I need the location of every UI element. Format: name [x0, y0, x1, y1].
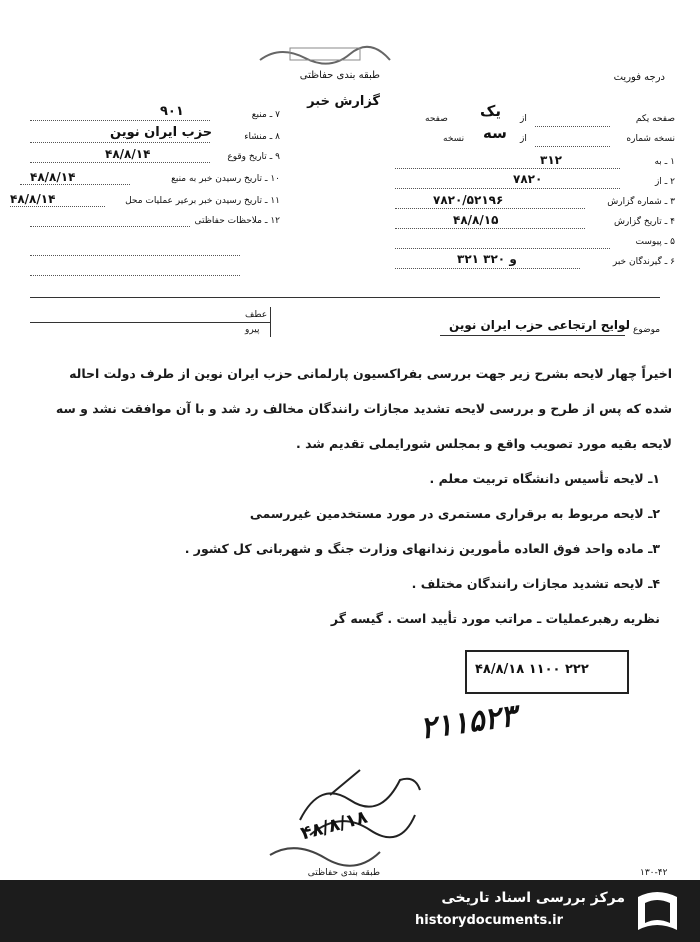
field-value: ۷۸۲۰/۵۲۱۹۶ — [433, 193, 504, 207]
body-line: ۳ـ ماده واحد فوق العاده مأمورین زندانهای وزارت جنگ و شهربانی کل کشور . — [184, 541, 660, 556]
subject-ref-top: عطف — [245, 310, 268, 320]
divider — [30, 297, 660, 298]
body-line: ۱ـ لایحه تأسیس دانشگاه تربیت معلم . — [429, 471, 660, 486]
field-row — [0, 170, 280, 186]
body-line: ۴ـ لایحه تشدید مجازات رانندگان مختلف . — [411, 576, 660, 591]
field-row — [395, 102, 685, 128]
field-label: ۸ ـ منشاء — [244, 132, 280, 142]
field-row — [395, 234, 685, 250]
field-value: ۹۰۱ — [160, 104, 184, 119]
field-from-value: سه — [483, 124, 507, 142]
field-row — [395, 254, 685, 270]
field-label: ۵ ـ پیوست — [635, 237, 675, 247]
field-value: ۴۸/۸/۱۴ — [30, 170, 76, 184]
field-label: ۱۲ ـ ملاحظات حفاظتی — [194, 216, 280, 226]
field-label: ۷ ـ منبع — [251, 110, 280, 120]
field-from-label: از — [520, 134, 527, 144]
field-row — [395, 214, 685, 230]
field-value: ۳۲۱ و ۳۲۰ — [457, 252, 517, 266]
field-label: ۲ ـ از — [654, 177, 675, 187]
bottom-stamp-scribble — [265, 840, 385, 870]
subject-ref-bottom: پیرو — [245, 325, 260, 335]
priority-label: درجه فوریت — [613, 72, 665, 83]
subject-label: موضوع — [633, 325, 661, 335]
archive-logo-icon — [630, 885, 685, 937]
watermark-site: historydocuments.ir — [415, 913, 564, 928]
subject-value: لوایح ارتجاعی حزب ایران نوین — [449, 318, 630, 332]
classification-label: طبقه بندی حفاظتی — [299, 70, 380, 81]
page-title: گزارش خبر — [307, 94, 380, 109]
field-label: ۱ ـ به — [654, 157, 675, 167]
field-value: ۷۸۲۰ — [513, 172, 543, 186]
handwritten-number: ۲۱۱۵۲۳ — [418, 698, 519, 747]
field-row — [30, 125, 280, 144]
field-row — [395, 194, 685, 210]
field-from-label: از — [520, 114, 527, 124]
field-row — [30, 148, 280, 164]
field-value: حزب ایران نوین — [110, 125, 213, 140]
subject-row — [0, 305, 700, 340]
receipt-stamp — [465, 650, 629, 694]
field-label: ۹ ـ تاریخ وقوع — [227, 152, 280, 162]
body-line: ۲ـ لایحه مربوط به برقراری مستمری در مورد مستخدمین غیررسمی — [249, 506, 660, 521]
watermark-org: مرکز بررسی اسناد تاریخی — [441, 890, 625, 906]
field-row — [395, 124, 685, 148]
field-value: ۴۸/۸/۱۴ — [10, 192, 56, 206]
field-row — [395, 174, 685, 190]
field-label: صفحه یکم — [635, 114, 675, 124]
field-label: نسخه شماره — [626, 134, 675, 144]
field-suffix: نسخه — [443, 134, 465, 144]
stamp-text: ۴۸/۸/۱۸ ۱۱۰۰ ۲۲۲ — [475, 662, 589, 677]
field-label: ۴ ـ تاریخ گزارش — [613, 217, 675, 227]
signature-date: ۴۸/۸/۱۸ — [298, 806, 370, 845]
stamp-scribble-icon — [265, 840, 385, 870]
field-row — [395, 154, 685, 170]
field-value: ۳۱۲ — [540, 153, 562, 167]
field-row — [30, 104, 280, 124]
body-line: اخیراً چهار لایحه بشرح زیر جهت بررسی بفراکسیون پارلمانی حزب ایران نوین از طرف دولت احاله — [69, 366, 672, 381]
body-line: شده که پس از طرح و بررسی لایحه تشدید مجازات رانندگان مخالف رد شد و با آن موافقت نشد و سه — [55, 401, 672, 416]
field-from-value: یک — [480, 102, 501, 120]
field-label: ۳ ـ شماره گزارش — [607, 197, 675, 207]
field-row — [30, 212, 280, 228]
field-row — [0, 192, 280, 208]
body-line: لایحه بقیه مورد تصویب واقع و بمجلس شورایملی تقدیم شد . — [296, 436, 672, 451]
field-label: ۱۱ ـ تاریخ رسیدن خبر برعیر عملیات محل — [125, 196, 280, 206]
field-label: ۶ ـ گیرندگان خبر — [612, 257, 675, 267]
field-value: ۴۸/۸/۱۵ — [453, 213, 499, 227]
field-value: ۴۸/۸/۱۴ — [105, 147, 151, 161]
body-line: نظریه رهبرعملیات ـ مراتب مورد تأیید است . گیسه گر — [330, 611, 660, 626]
field-label: ۱۰ ـ تاریخ رسیدن خبر به منبع — [171, 174, 280, 184]
field-suffix: صفحه — [425, 114, 448, 124]
doc-code: ۱۳۰-۴۲ — [640, 868, 668, 878]
bottom-stamp-label: طبقه بندی حفاظتی — [307, 868, 380, 878]
